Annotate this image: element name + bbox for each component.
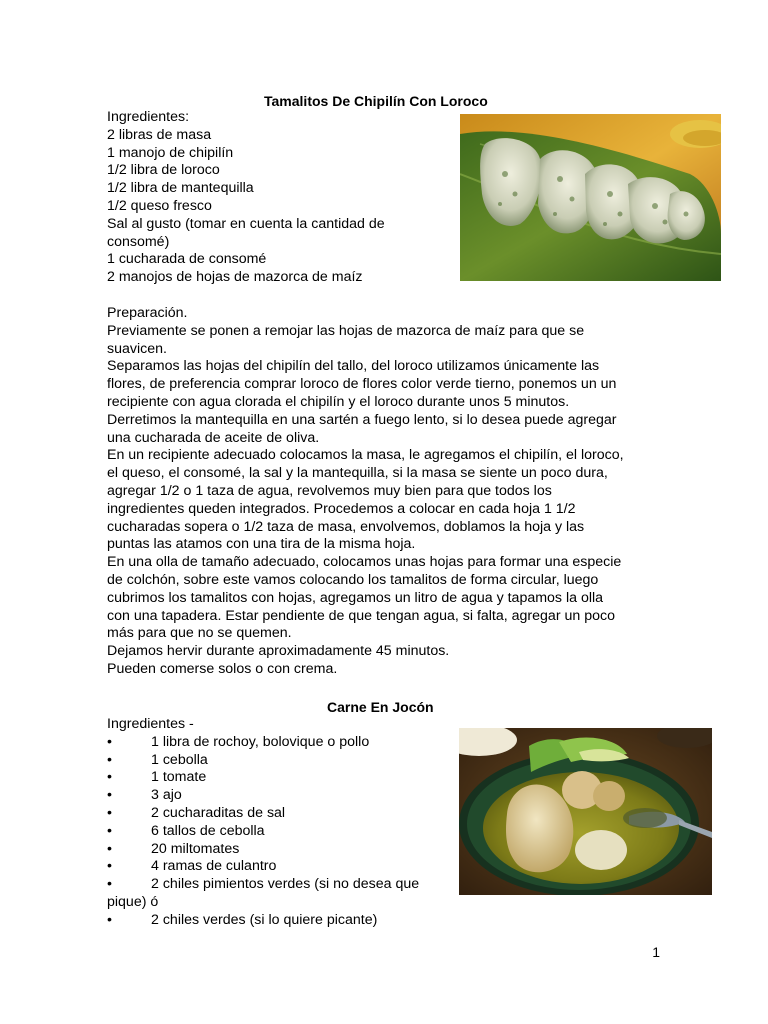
prep-line: con una tapadera. Estar pendiente de que tengan agua, si falta, agregar un poco bbox=[107, 607, 615, 624]
carne-en-jocon-photo bbox=[459, 728, 712, 895]
ingredient-item bbox=[107, 769, 419, 787]
ingredient-line: Sal al gusto (tomar en cuenta la cantidad de bbox=[107, 215, 385, 232]
ingredient-text: 2 chiles verdes (si lo quiere picante) bbox=[151, 911, 378, 928]
ingredient-text: 3 ajo bbox=[151, 787, 182, 804]
preparation-heading: Preparación. bbox=[107, 305, 188, 321]
prep-line: Separamos las hojas del chipilín del tallo, del loroco utilizamos únicamente las bbox=[107, 358, 600, 375]
ingredient-text: 1 tomate bbox=[151, 769, 207, 786]
ingredient-item bbox=[107, 752, 419, 770]
ingredient-text: 20 miltomates bbox=[151, 840, 240, 857]
recipe-title-carne-en-jocon: Carne En Jocón bbox=[327, 699, 434, 715]
ingredient-line: consomé) bbox=[107, 233, 170, 250]
ingredient-line: 2 libras de masa bbox=[107, 126, 212, 143]
prep-line: suavicen. bbox=[107, 340, 167, 357]
prep-line: Pueden comerse solos o con crema. bbox=[107, 660, 338, 677]
ingredient-item bbox=[107, 858, 419, 876]
ingredient-line: 1 cucharada de consomé bbox=[107, 251, 267, 268]
prep-line: agregar 1/2 o 1 taza de agua, revolvemos muy bien para que todos los bbox=[107, 482, 552, 499]
ingredient-item bbox=[107, 876, 419, 894]
ingredient-line: 1/2 libra de loroco bbox=[107, 162, 220, 179]
tamalitos-photo bbox=[460, 114, 721, 281]
ingredient-text: 2 cucharaditas de sal bbox=[151, 804, 286, 821]
bullet: • bbox=[107, 804, 112, 821]
bullet: • bbox=[107, 751, 112, 768]
ingredient-line: 1/2 libra de mantequilla bbox=[107, 180, 254, 197]
prep-line: Dejamos hervir durante aproximadamente 45 minutos. bbox=[107, 643, 450, 660]
ingredient-continuation: pique) ó bbox=[107, 893, 159, 910]
recipe1-ingredients bbox=[107, 109, 385, 287]
bullet: • bbox=[107, 787, 112, 804]
prep-line: cucharadas sopera o 1/2 taza de masa, envolvemos, doblamos la hoja y las bbox=[107, 518, 585, 535]
prep-line: Previamente se ponen a remojar las hojas de mazorca de maíz para que se bbox=[107, 322, 585, 339]
ingredient-item bbox=[107, 841, 419, 859]
ingredient-text: 6 tallos de cebolla bbox=[151, 822, 265, 839]
prep-line: cubrimos los tamalitos con hojas, agregamos un litro de agua y tapamos la olla bbox=[107, 589, 604, 606]
ingredient-item bbox=[107, 787, 419, 805]
page-number: 1 bbox=[652, 944, 660, 960]
prep-line: el queso, el consomé, la sal y la mantequilla, si la masa se siente un poco dura, bbox=[107, 465, 608, 482]
prep-line: ingredientes queden integrados. Procedemos a colocar en cada hoja 1 1/2 bbox=[107, 500, 576, 517]
tamalitos-photo-image bbox=[460, 114, 721, 281]
prep-line: flores, de preferencia comprar loroco de flores color verde tierno, ponemos un un bbox=[107, 376, 617, 393]
ingredient-text: 2 chiles pimientos verdes (si no desea que bbox=[151, 876, 420, 893]
bullet: • bbox=[107, 858, 112, 875]
carne-en-jocon-photo-image bbox=[459, 728, 712, 895]
ingredient-line: 2 manojos de hojas de mazorca de maíz bbox=[107, 269, 363, 286]
bullet: • bbox=[107, 769, 112, 786]
ingredient-item bbox=[107, 805, 419, 823]
ingredient-text: 1 libra de rochoy, bolovique o pollo bbox=[151, 733, 370, 750]
prep-line: de colchón, sobre este vamos colocando los tamalitos de forma circular, luego bbox=[107, 571, 599, 588]
ingredient-line: 1 manojo de chipilín bbox=[107, 144, 234, 161]
bullet: • bbox=[107, 840, 112, 857]
prep-line: En un recipiente adecuado colocamos la masa, le agregamos el chipilín, el loroco, bbox=[107, 447, 624, 464]
bullet: • bbox=[107, 733, 112, 750]
ingredient-item bbox=[107, 912, 419, 930]
prep-line: En una olla de tamaño adecuado, colocamos unas hojas para formar una especie bbox=[107, 554, 622, 571]
prep-line: recipiente con agua clorada el chipilín y el loroco durante unos 5 minutos. bbox=[107, 393, 570, 410]
bullet: • bbox=[107, 822, 112, 839]
prep-line: Derretimos la mantequilla en una sartén a fuego lento, si lo desea puede agregar bbox=[107, 411, 617, 428]
ingredient-line: 1/2 queso fresco bbox=[107, 197, 212, 214]
ingredient-text: 4 ramas de culantro bbox=[151, 858, 277, 875]
prep-line: más para que no se quemen. bbox=[107, 625, 292, 642]
recipe2-ingredients bbox=[107, 716, 419, 930]
ingredient-text: 1 cebolla bbox=[151, 751, 208, 768]
recipe1-preparation bbox=[107, 305, 667, 679]
ingredient-item bbox=[107, 734, 419, 752]
bullet: • bbox=[107, 911, 112, 928]
prep-line: una cucharada de aceite de oliva. bbox=[107, 429, 320, 446]
recipe-title-tamalitos: Tamalitos De Chipilín Con Loroco bbox=[264, 93, 488, 109]
bullet: • bbox=[107, 876, 112, 893]
ingredients-heading: Ingredientes: bbox=[107, 109, 190, 125]
ingredients-heading: Ingredientes - bbox=[107, 716, 194, 732]
ingredient-item bbox=[107, 823, 419, 841]
prep-line: puntas las atamos con una tira de la misma hoja. bbox=[107, 536, 416, 553]
